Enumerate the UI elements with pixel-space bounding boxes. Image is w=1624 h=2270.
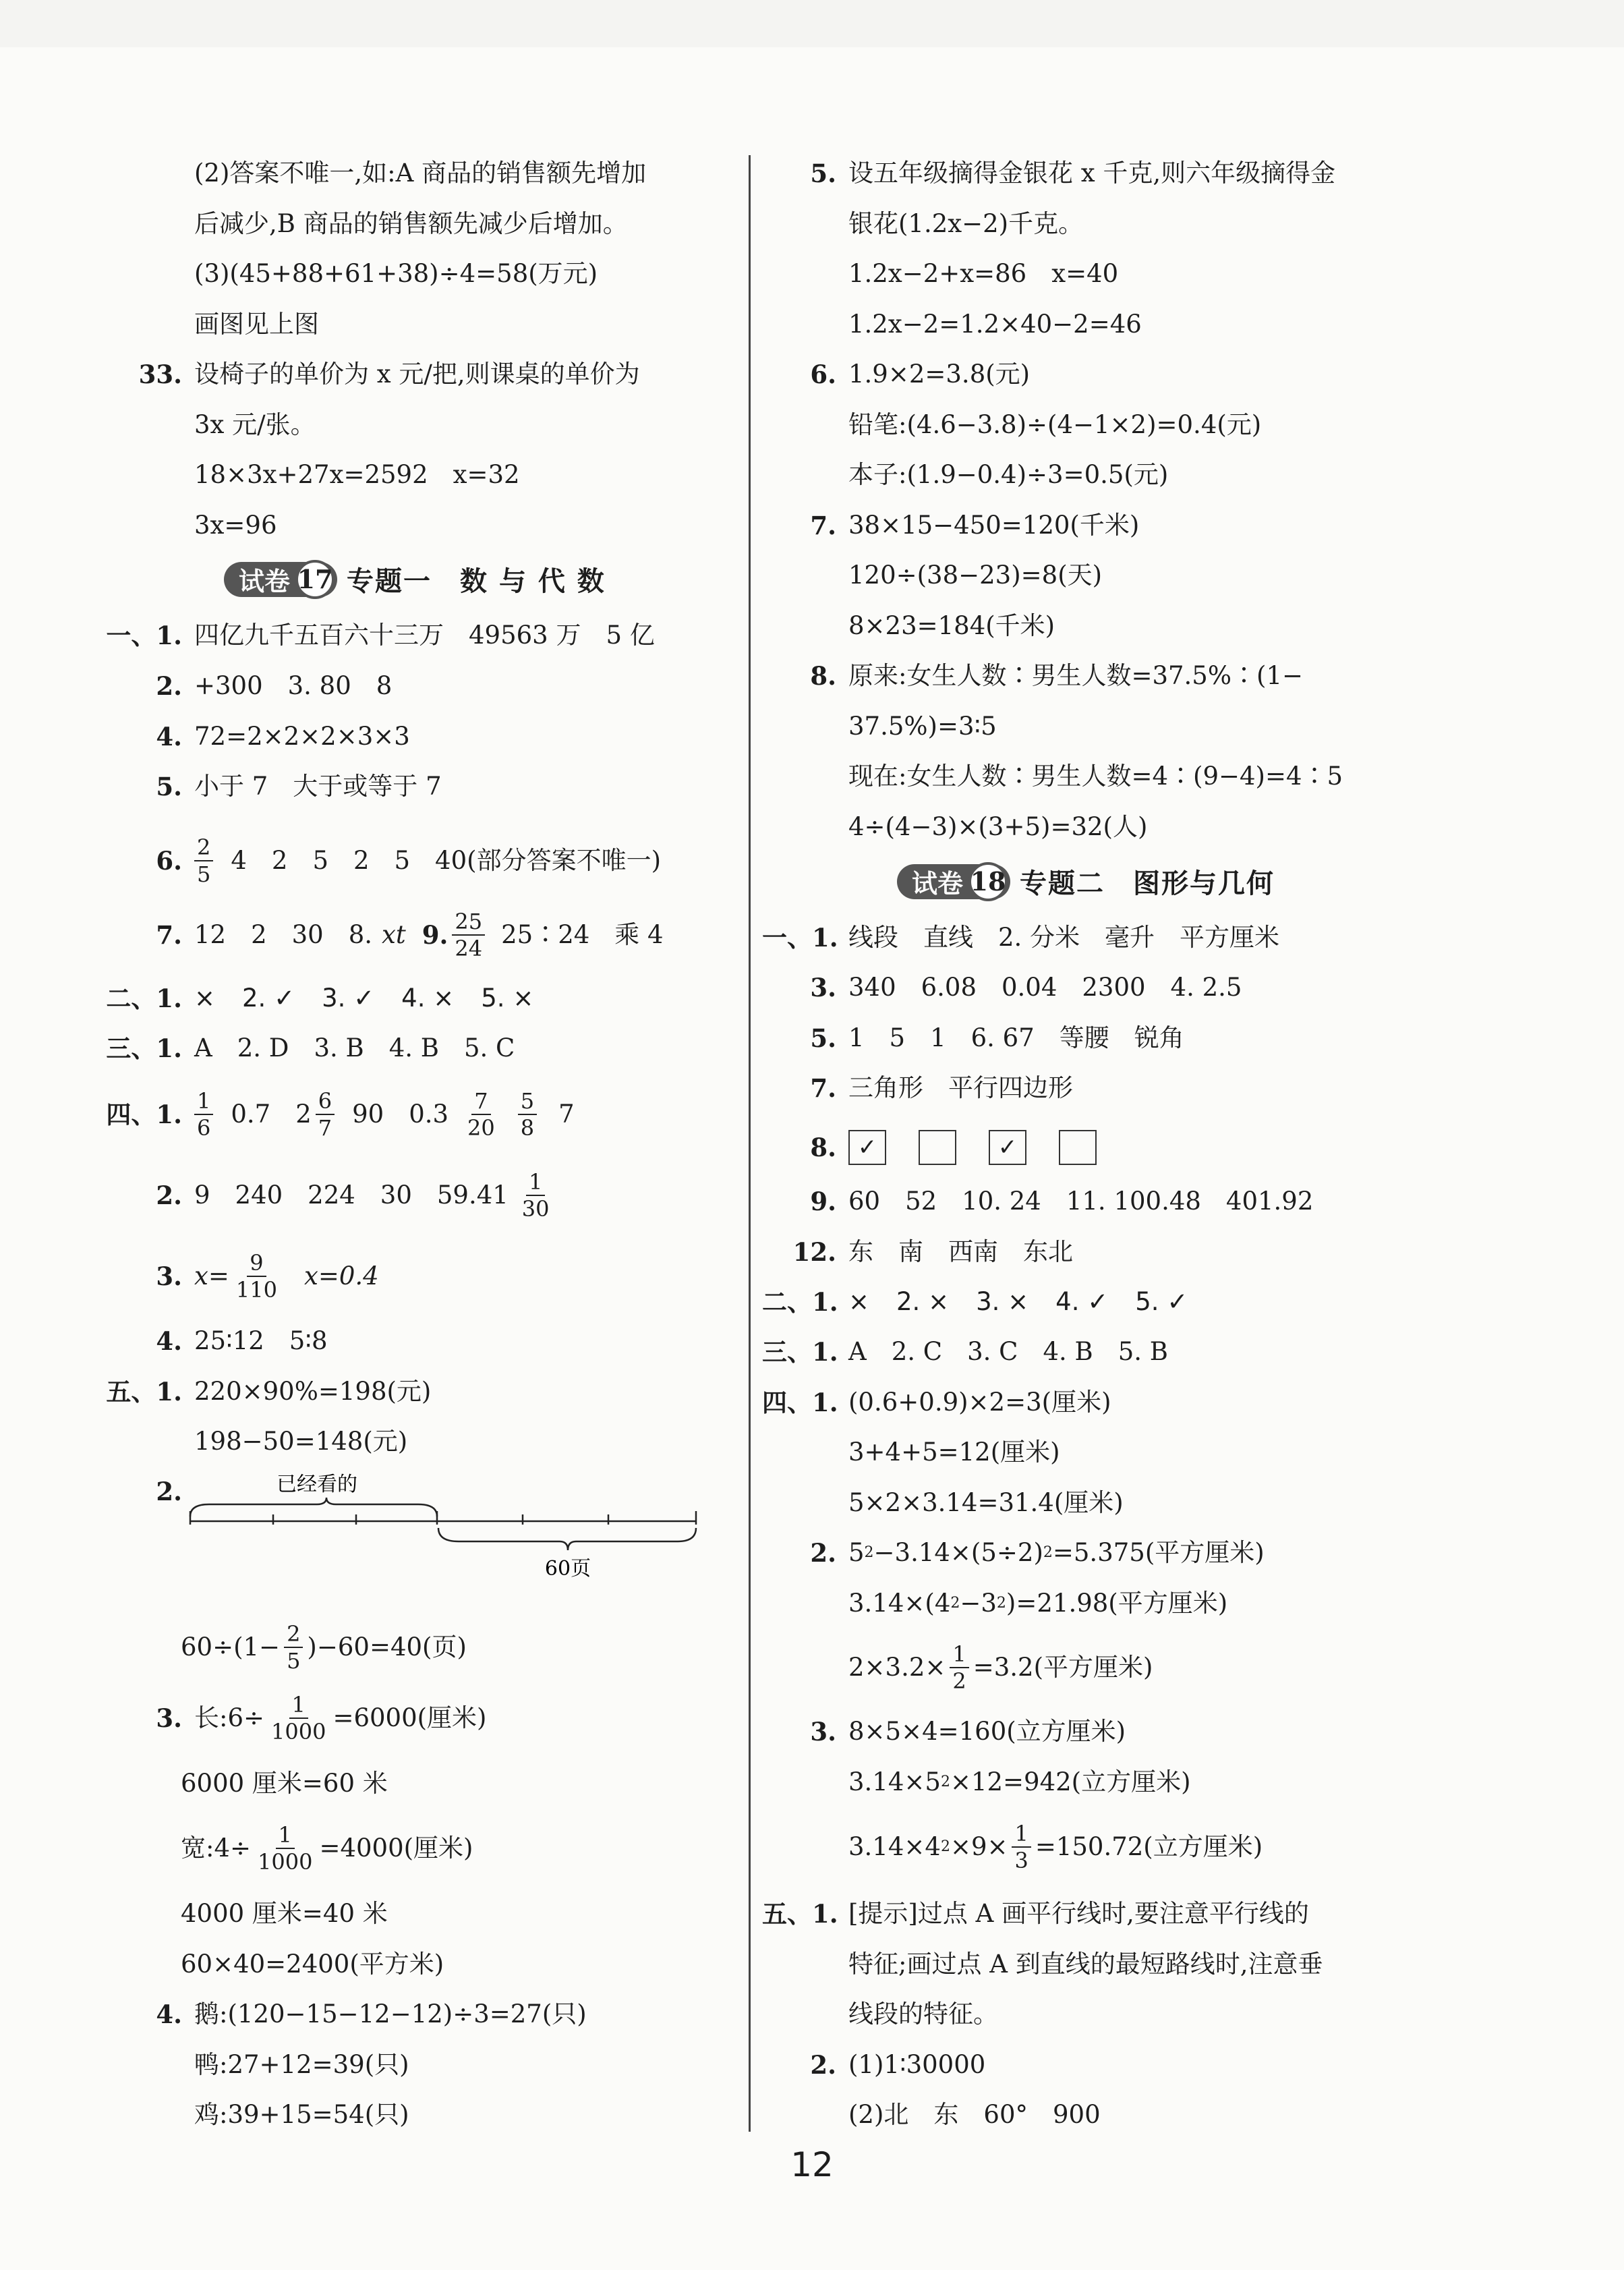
- answer-line: [762, 1236, 1073, 1268]
- brace-top: [190, 1498, 437, 1516]
- answer-text: 4 2 5 2 5 40(部分答案不唯一): [231, 846, 662, 875]
- answer-line: [94, 720, 410, 753]
- answer-text: (0.6+0.9)×2=3(厘米): [848, 1388, 1111, 1417]
- answer-line: [762, 1022, 1184, 1054]
- denominator: 3: [1014, 1848, 1028, 1873]
- question-number: 7.: [156, 920, 182, 950]
- denominator: 8: [520, 1115, 535, 1141]
- answer-line: [194, 208, 628, 240]
- exponent: 2: [940, 1774, 950, 1790]
- page-top-strip: [0, 0, 1624, 47]
- question-number: 3.: [156, 1261, 182, 1291]
- judge-mark: ×: [848, 1287, 870, 1316]
- exponent: 2: [864, 1544, 874, 1561]
- answer-text: 8×23=184(千米): [848, 611, 1055, 640]
- numerator: 1: [276, 1822, 295, 1849]
- denominator: 24: [455, 936, 483, 961]
- answer-text: +300 3. 80 8: [194, 671, 393, 700]
- answer-text: 0.7 2: [231, 1100, 312, 1129]
- question-number: 五、1.: [106, 1377, 182, 1407]
- answer-text: 1 5 1 6. 67 等腰 锐角: [848, 1023, 1184, 1052]
- app-line-2: [94, 1475, 182, 1508]
- answer-text: 长:6÷: [194, 1703, 265, 1732]
- answer-text: 6000 厘米=60 米: [181, 1769, 388, 1798]
- numerator: 1: [194, 1088, 213, 1115]
- answer-text: (2)答案不唯一,如:A 商品的销售额先增加: [194, 159, 647, 188]
- answer-text: 3+4+5=12(厘米): [848, 1438, 1060, 1467]
- answer-text: 38×15−450=120(千米): [848, 511, 1140, 540]
- answer-line: [762, 358, 1030, 391]
- denominator: 5: [197, 861, 211, 887]
- answer-line: [848, 1587, 1227, 1620]
- answer-line: [762, 459, 1168, 491]
- numerator: 2: [284, 1621, 303, 1648]
- answer-text: 120÷(38−23)=8(天): [848, 561, 1103, 590]
- answer-text: 鸭:27+12=39(只): [194, 2050, 409, 2079]
- answer-text: 1.9×2=3.8(元): [848, 360, 1031, 389]
- question-number: 5.: [810, 159, 836, 188]
- question-number: 2.: [156, 1477, 182, 1506]
- answer-text: 铅笔:(4.6−3.8)÷(4−1×2)=0.4(元): [848, 410, 1262, 439]
- answer-line: [762, 208, 1083, 240]
- denominator: 5: [287, 1648, 301, 1674]
- answer-line: [762, 1487, 1124, 1519]
- answer-text: 1.2x−2=1.2×40−2=46: [848, 310, 1142, 339]
- question-number: 6.: [810, 360, 836, 389]
- answer-text: A 2. D 3. B 4. B 5. C: [194, 1033, 515, 1062]
- answer-line: [762, 409, 1261, 441]
- judge-mark: 4. ✓: [1055, 1287, 1109, 1316]
- question-number: 四、1.: [762, 1388, 838, 1417]
- answer-text: =4000(厘米): [319, 1834, 473, 1863]
- question-number: 4.: [156, 1999, 182, 2029]
- denominator: 110: [235, 1277, 277, 1303]
- question-number: 9.: [422, 920, 448, 950]
- answer-line-33: [94, 358, 640, 391]
- judge-mark: 5. ×: [481, 984, 534, 1013]
- numerator: 1: [289, 1692, 308, 1719]
- app-line: [181, 1821, 473, 1875]
- denominator: 1000: [271, 1719, 326, 1744]
- question-number: 三、1.: [762, 1337, 838, 1367]
- judge-mark: 3. ×: [976, 1287, 1029, 1316]
- answer-line: [762, 710, 997, 743]
- question-number: 9.: [810, 1187, 836, 1216]
- fraction: [284, 1621, 303, 1674]
- numerator: 1: [1012, 1821, 1031, 1848]
- answer-text: 设椅子的单价为 x 元/把,则课桌的单价为: [194, 360, 640, 389]
- question-number: 7.: [810, 1073, 836, 1103]
- question-number: 2.: [810, 2050, 836, 2080]
- answer-line: [762, 1948, 1323, 1981]
- answer-text: 5×2×3.14=31.4(厘米): [848, 1488, 1124, 1517]
- section-header-17: [224, 560, 606, 598]
- answer-text: 鸡:39+15=54(只): [194, 2100, 409, 2129]
- answer-text: =5.375(平方厘米): [1052, 1538, 1265, 1567]
- answer-text: =3.2(平方厘米): [973, 1653, 1153, 1682]
- answer-text: 72=2×2×2×3×3: [194, 722, 410, 751]
- question-number: 12.: [792, 1237, 836, 1267]
- answer-line: [762, 1185, 1313, 1218]
- fraction: [194, 834, 213, 887]
- answer-text: 60×40=2400(平方米): [181, 1950, 444, 1979]
- answer-text: 9 240 224 30 59.41: [194, 1181, 509, 1210]
- answer-line: [762, 660, 1303, 692]
- answer-line: [762, 2099, 1101, 2131]
- answer-text: 线段 直线 2. 分米 毫升 平方厘米: [848, 923, 1280, 952]
- answer-text: 3x 元/张。: [194, 410, 316, 439]
- question-number: 二、1.: [106, 984, 182, 1013]
- numerator: 6: [316, 1088, 335, 1115]
- judge-mark: 3. ✓: [322, 984, 375, 1013]
- answer-text: −3: [960, 1589, 997, 1618]
- calc-line-4: [94, 1325, 328, 1357]
- answer-text: 3.14×4: [848, 1832, 941, 1861]
- question-number: 二、1.: [762, 1287, 838, 1317]
- answer-text: (1)1∶30000: [848, 2050, 986, 2079]
- question-number: 8.: [810, 661, 836, 691]
- section-title: 专题二 图形与几何: [1020, 868, 1275, 899]
- answer-text: 三角形 平行四边形: [848, 1073, 1073, 1102]
- answer-line-3: [762, 1715, 1126, 1748]
- answer-text: 60÷(1−: [181, 1633, 281, 1662]
- answer-text: 后减少,B 商品的销售额先减少后增加。: [194, 209, 628, 238]
- column-divider: [749, 155, 751, 2132]
- badge-number: 18: [968, 862, 1008, 901]
- answer-line: [762, 1898, 1309, 1930]
- answer-line: [94, 619, 655, 652]
- answer-text: 25∶24 乘 4: [501, 920, 664, 949]
- fraction: [268, 1692, 328, 1744]
- answer-text: 东 南 西南 东北: [848, 1237, 1073, 1266]
- answer-text: 鹅:(120−15−12−12)÷3=27(只): [194, 1999, 587, 2028]
- diagram-label-total: 60页: [544, 1557, 591, 1581]
- answer-text: (2)北 东 60° 900: [848, 2100, 1101, 2129]
- answer-line: [762, 610, 1055, 642]
- answer-line: [94, 670, 392, 702]
- answer-line-8: [762, 1129, 1129, 1166]
- answer-line-7: [94, 908, 664, 962]
- question-number: 三、1.: [106, 1033, 182, 1063]
- answer-text: A 2. C 3. C 4. B 5. B: [848, 1337, 1168, 1366]
- question-number: 五、1.: [762, 1899, 838, 1929]
- denominator: 7: [318, 1115, 332, 1141]
- fraction: [452, 909, 485, 961]
- brace-bottom: [438, 1528, 696, 1550]
- answer-text: )−60=40(页): [307, 1633, 467, 1662]
- app-line: [181, 1948, 444, 1981]
- answer-line: [762, 1386, 1111, 1419]
- answer-line-6: [94, 834, 661, 888]
- calc-line-1: [94, 1087, 575, 1141]
- answer-line: [762, 760, 1343, 793]
- answer-text: 90 0.3: [352, 1100, 449, 1129]
- answer-text: 3x=96: [194, 511, 277, 540]
- badge-label: 试卷: [912, 868, 964, 899]
- app-line-2-equation: [181, 1620, 467, 1674]
- answer-text: 18×3x+27x=2592 x=32: [194, 460, 520, 489]
- calc-line-3: [94, 1249, 379, 1303]
- numerator: 5: [518, 1088, 537, 1115]
- answer-text: ×12=942(立方厘米): [950, 1767, 1191, 1796]
- question-number: 3.: [810, 1717, 836, 1747]
- fraction: [255, 1822, 315, 1875]
- answer-text: 四亿九千五百六十三万 49563 万 5 亿: [194, 621, 655, 650]
- judge-mark: 2. ×: [896, 1287, 950, 1316]
- answer-text: 画图见上图: [194, 310, 319, 339]
- question-number: 4.: [156, 722, 182, 751]
- answer-text: 8×5×4=160(立方厘米): [848, 1717, 1126, 1746]
- app-line-4: [94, 1998, 587, 2031]
- answer-text: 220×90%=198(元): [194, 1377, 432, 1406]
- question-number: 四、1.: [106, 1100, 182, 1129]
- app-line: [181, 1898, 388, 1930]
- answer-line: [762, 157, 1335, 190]
- question-number: 8.: [810, 1133, 836, 1162]
- question-number: 3.: [810, 973, 836, 1002]
- app-line: [181, 1767, 388, 1800]
- judge-mark: 5. ✓: [1135, 1287, 1188, 1316]
- answer-text: 60 52 10. 24 11. 100.48 401.92: [848, 1187, 1314, 1216]
- answer-line: [94, 770, 442, 803]
- answer-text: 银花(1.2x−2)千克。: [848, 209, 1084, 238]
- answer-line: [762, 559, 1102, 592]
- fraction: [1012, 1821, 1031, 1873]
- question-number: 33.: [138, 360, 182, 389]
- answer-text: 本子:(1.9−0.4)÷3=0.5(元): [848, 460, 1169, 489]
- answer-line: [194, 409, 316, 441]
- numerator: 1: [950, 1641, 968, 1668]
- answer-text: x=0.4: [303, 1261, 379, 1290]
- question-number: 2.: [156, 671, 182, 701]
- answer-text: 3.14×(4: [848, 1589, 951, 1618]
- answer-line: [848, 1766, 1191, 1798]
- answer-text: 2×3.2×: [848, 1653, 946, 1682]
- numerator: 1: [526, 1169, 545, 1196]
- answer-text: 25∶12 5∶8: [194, 1326, 328, 1355]
- app-line: [94, 1375, 431, 1408]
- answer-text: 原来:女生人数∶男生人数=37.5%∶(1−: [848, 661, 1303, 690]
- answer-text: 设五年级摘得金银花 x 千克,则六年级摘得金: [848, 159, 1336, 188]
- question-number: 6.: [156, 846, 182, 876]
- answer-text: 37.5%)=3∶5: [848, 712, 997, 741]
- judge-line: [94, 982, 533, 1015]
- question-number: 3.: [156, 1703, 182, 1733]
- answer-text: 12 2 30 8.: [194, 920, 373, 949]
- answer-text: (3)(45+88+61+38)÷4=58(万元): [194, 259, 598, 288]
- exponent: 2: [940, 1838, 950, 1855]
- answer-line: [194, 157, 646, 190]
- line-segment-diagram: [182, 1471, 708, 1592]
- page-number: 12: [790, 2145, 834, 2184]
- answer-text: x=: [194, 1261, 229, 1290]
- answer-text: −3.14×(5÷2): [873, 1538, 1043, 1567]
- question-number: 2.: [810, 1538, 836, 1568]
- denominator: 2: [952, 1668, 966, 1694]
- answer-line: [762, 811, 1147, 843]
- answer-line: [194, 308, 319, 341]
- judge-line: [762, 1286, 1188, 1318]
- answer-line: [848, 1641, 1153, 1695]
- answer-text: 宽:4÷: [181, 1834, 252, 1863]
- test-badge: [224, 562, 337, 597]
- answer-text: =150.72(立方厘米): [1035, 1832, 1263, 1861]
- answer-box: [1059, 1130, 1097, 1165]
- answer-text: 5: [848, 1538, 865, 1567]
- answer-text: 3.14×5: [848, 1767, 941, 1796]
- exponent: 2: [950, 1595, 960, 1612]
- numerator: 7: [471, 1088, 490, 1115]
- answer-line: [762, 509, 1139, 542]
- answer-box: [919, 1130, 956, 1165]
- answer-line: [762, 308, 1142, 341]
- answer-line: [194, 258, 598, 290]
- answer-text: ×9×: [950, 1832, 1008, 1861]
- answer-line: [762, 971, 1242, 1004]
- judge-mark: 4. ×: [401, 984, 455, 1013]
- fraction: [233, 1250, 280, 1303]
- answer-line: [762, 921, 1279, 954]
- answer-box: ✓: [848, 1130, 886, 1165]
- exponent: 2: [996, 1595, 1006, 1612]
- denominator: 6: [197, 1115, 211, 1141]
- judge-mark: 2. ✓: [242, 984, 295, 1013]
- answer-text: 7: [558, 1100, 575, 1129]
- answer-text: =6000(厘米): [332, 1703, 487, 1732]
- answer-variable: xt: [382, 920, 406, 949]
- answer-line: [762, 1072, 1073, 1104]
- app-line-3: [94, 1691, 487, 1745]
- fraction: [518, 1088, 537, 1141]
- badge-number: 17: [295, 560, 335, 599]
- fraction: [194, 1088, 213, 1141]
- section-header-18: [897, 862, 1275, 901]
- answer-text: )=21.98(平方厘米): [1006, 1589, 1228, 1618]
- app-line: [94, 1425, 407, 1458]
- app-line: [94, 2099, 409, 2131]
- exponent: 2: [1043, 1544, 1053, 1561]
- fraction: [950, 1641, 968, 1694]
- numerator: 2: [194, 834, 213, 861]
- fraction: [519, 1169, 552, 1222]
- question-number: 一、1.: [762, 923, 838, 953]
- answer-box: ✓: [989, 1130, 1026, 1165]
- question-number: 7.: [810, 511, 836, 540]
- fraction: [465, 1088, 498, 1141]
- app-line: [94, 2049, 409, 2081]
- answer-text: 198−50=148(元): [194, 1427, 408, 1456]
- denominator: 30: [521, 1196, 550, 1222]
- question-number: 一、1.: [106, 621, 182, 650]
- answer-text: 线段的特征。: [848, 1999, 998, 2028]
- answer-line: [194, 509, 277, 542]
- question-number: 2.: [156, 1181, 182, 1210]
- choice-line: [762, 1336, 1168, 1368]
- answer-text: 1.2x−2+x=86 x=40: [848, 259, 1119, 288]
- question-number: 5.: [156, 772, 182, 801]
- calc-line-2: [94, 1168, 556, 1222]
- answer-text: 340 6.08 0.04 2300 4. 2.5: [848, 973, 1242, 1002]
- question-number: 4.: [156, 1326, 182, 1356]
- answer-line: [848, 1820, 1263, 1874]
- answer-line: [762, 2049, 985, 2081]
- judge-mark: ×: [194, 984, 216, 1013]
- denominator: 20: [467, 1115, 495, 1141]
- answer-text: 4000 厘米=40 米: [181, 1899, 388, 1928]
- badge-label: 试卷: [239, 566, 291, 596]
- question-number: 5.: [810, 1023, 836, 1053]
- section-title: 专题一 数 与 代 数: [347, 565, 606, 597]
- denominator: 1000: [258, 1849, 313, 1875]
- answer-text: 4÷(4−3)×(3+5)=32(人): [848, 812, 1148, 841]
- answer-line-2: [762, 1537, 1265, 1569]
- fraction: [316, 1088, 335, 1141]
- numerator: 25: [452, 909, 485, 936]
- numerator: 9: [247, 1250, 266, 1277]
- test-badge: [897, 864, 1010, 899]
- choice-line: [94, 1032, 515, 1065]
- answer-text: 特征;画过点 A 到直线的最短路线时,注意垂: [848, 1950, 1323, 1979]
- answer-line: [762, 1436, 1060, 1469]
- answer-text: 小于 7 大于或等于 7: [194, 772, 442, 801]
- answer-text: 现在:女生人数∶男生人数=4∶(9−4)=4∶5: [848, 762, 1343, 791]
- answer-text: [提示]过点 A 画平行线时,要注意平行线的: [848, 1899, 1309, 1928]
- answer-line: [194, 459, 520, 491]
- answer-line: [762, 1998, 998, 2031]
- answer-line: [762, 258, 1118, 290]
- diagram-label-read: 已经看的: [277, 1473, 357, 1496]
